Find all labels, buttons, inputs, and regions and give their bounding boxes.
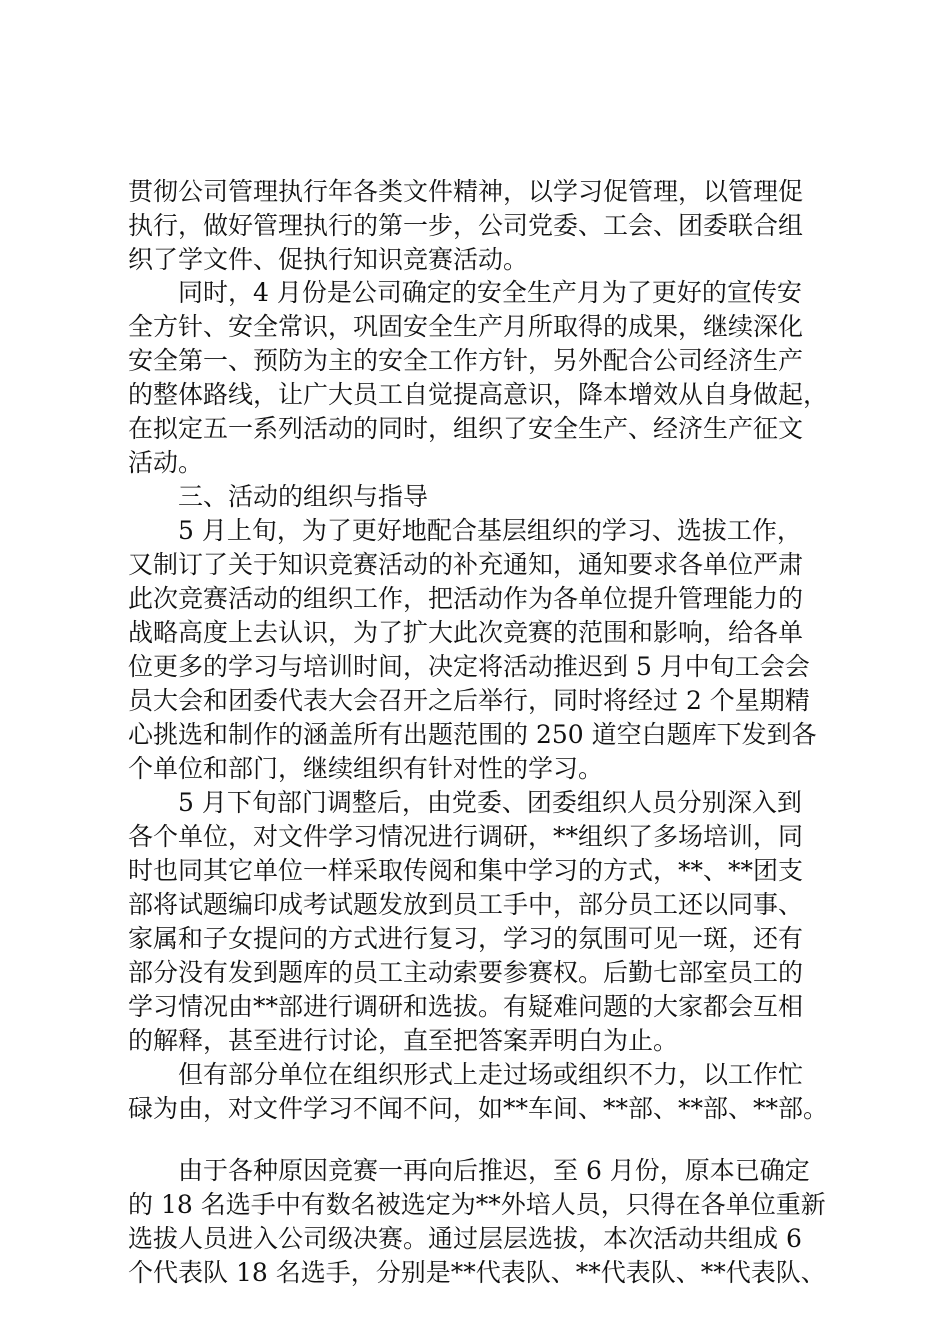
text-line: 心挑选和制作的涵盖所有出题范围的 250 道空白题库下发到各	[128, 720, 817, 749]
section-heading: 三、活动的组织与指导	[128, 482, 429, 511]
text-line: 的解释，甚至进行讨论，直至把答案弄明白为止。	[128, 1026, 679, 1055]
text-line: 又制订了关于知识竞赛活动的补充通知，通知要求各单位严肃	[128, 550, 804, 579]
text-line: 时也同其它单位一样采取传阅和集中学习的方式，**、**团支	[128, 856, 804, 885]
text-line: 在拟定五一系列活动的同时，组织了安全生产、经济生产征文	[128, 414, 804, 443]
text-line: 个单位和部门，继续组织有针对性的学习。	[128, 754, 604, 783]
text-line: 的 18 名选手中有数名被选定为**外培人员，只得在各单位重新	[128, 1190, 826, 1219]
text-line: 部分没有发到题库的员工主动索要参赛权。后勤七部室员工的	[128, 958, 804, 987]
text-line: 由于各种原因竞赛一再向后推迟，至 6 月份，原本已确定	[128, 1156, 810, 1185]
text-line: 但有部分单位在组织形式上走过场或组织不力，以工作忙	[128, 1060, 804, 1089]
text-line: 活动。	[128, 448, 204, 477]
text-line: 此次竞赛活动的组织工作，把活动作为各单位提升管理能力的	[128, 584, 804, 613]
text-line: 部将试题编印成考试题发放到员工手中，部分员工还以同事、	[128, 890, 804, 919]
text-line: 全方针、安全常识，巩固安全生产月所取得的成果，继续深化	[128, 312, 804, 341]
text-line: 安全第一、预防为主的安全工作方针，另外配合公司经济生产	[128, 346, 804, 375]
text-line: 碌为由，对文件学习不闻不问，如**车间、**部、**部、**部。	[128, 1094, 829, 1123]
text-line: 5 月上旬，为了更好地配合基层组织的学习、选拔工作，	[128, 516, 802, 545]
text-line: 个代表队 18 名选手，分别是**代表队、**代表队、**代表队、	[128, 1258, 826, 1287]
text-line: 同时，4 月份是公司确定的安全生产月为了更好的宣传安	[128, 278, 802, 307]
text-line: 织了学文件、促执行知识竞赛活动。	[128, 245, 529, 274]
text-line: 5 月下旬部门调整后，由党委、团委组织人员分别深入到	[128, 788, 802, 817]
text-line: 贯彻公司管理执行年各类文件精神，以学习促管理，以管理促	[128, 177, 804, 206]
text-line: 员大会和团委代表大会召开之后举行，同时将经过 2 个星期精	[128, 686, 810, 715]
text-line: 家属和子女提问的方式进行复习，学习的氛围可见一斑，还有	[128, 924, 804, 953]
text-line: 的整体路线，让广大员工自觉提高意识，降本增效从自身做起，	[128, 380, 829, 409]
text-line: 战略高度上去认识，为了扩大此次竞赛的范围和影响，给各单	[128, 618, 804, 647]
text-line: 位更多的学习与培训时间，决定将活动推迟到 5 月中旬工会会	[128, 652, 810, 681]
text-line: 各个单位，对文件学习情况进行调研，**组织了多场培训，同	[128, 822, 804, 851]
text-line: 执行，做好管理执行的第一步，公司党委、工会、团委联合组	[128, 211, 804, 240]
text-line: 学习情况由**部进行调研和选拔。有疑难问题的大家都会互相	[128, 992, 804, 1021]
text-line: 选拔人员进入公司级决赛。通过层层选拔，本次活动共组成 6	[128, 1224, 802, 1253]
